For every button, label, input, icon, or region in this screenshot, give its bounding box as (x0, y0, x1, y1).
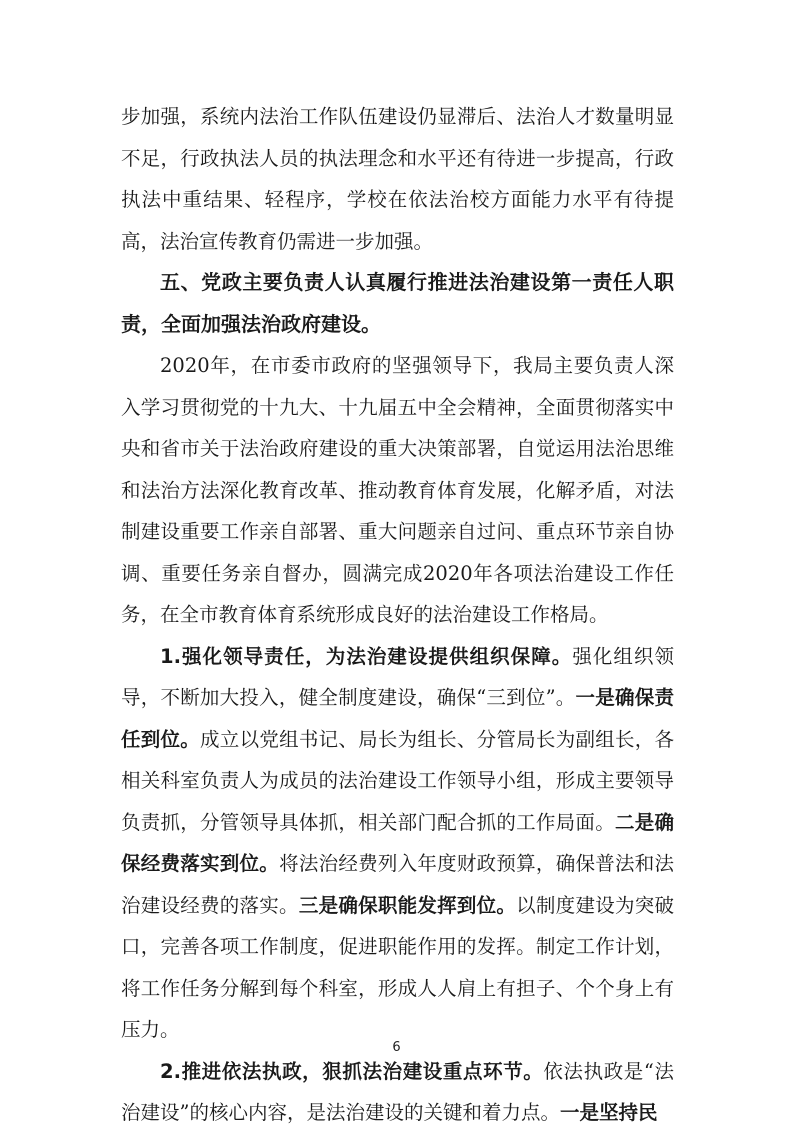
paragraph-3-text-c: 将法治经费列入年度财政预算，确保普法和法治建设经费的落实。 (121, 852, 674, 917)
paragraph-3-point-2: 二是确保经费落实到位。 (121, 810, 674, 875)
paragraph-4-text-a: 依法执政是“法治建设”的核心内容，是法治建设的关键和着力点。 (121, 1059, 674, 1124)
paragraph-4-lead: 2.推进依法执政，狠抓法治建设重点环节。 (160, 1059, 544, 1083)
paragraph-3 (121, 636, 674, 1051)
page-number: 6 (392, 1040, 401, 1055)
section-heading-5: 五、党政主要负责人认真履行推进法治建设第一责任人职责，全面加强法治政府建设。 (121, 270, 674, 336)
paragraph-3-point-3: 三是确保职能发挥到位。 (298, 893, 517, 917)
paragraph-2: 2020年，在市委市政府的坚强领导下，我局主要负责人深入学习贯彻党的十九大、十九届五中全会精神，全面贯彻落实中央和省市关于法治政府建设的重大决策部署，自觉运用法治思维和法治方法深化教育改革、推动教育体育发展，化解矛盾，对法制建设重要工作亲自部署、重大问题亲自过问、重点环节亲自协调、重要任务亲自督办，圆满完成2020年各项法治建设工作任务，在全市教育体育系统形成良好的法治建设工作格局。 (121, 354, 674, 626)
paragraph-4 (121, 1051, 674, 1134)
paragraph-3-text-a: 强化组织领导，不断加大投入，健全制度建设，确保“三到位”。 (121, 644, 674, 709)
paragraph-3-point-1: 一是确保责任到位。 (121, 686, 674, 751)
paragraph-3-text-d: 以制度建设为突破口，完善各项工作制度，促进职能作用的发挥。制定工作计划，将工作任务分解到每个科室，形成人人肩上有担子、个个身上有压力。 (121, 893, 674, 1041)
body-text (121, 96, 674, 1134)
paragraph-3-text-b: 成立以党组书记、局长为组长、分管局长为副组长，各相关科室负责人为成员的法治建设工作领导小组，形成主要领导负责抓，分管领导具体抓，相关部门配合抓的工作局面。 (121, 727, 674, 834)
paragraph-3-lead: 1.强化领导责任，为法治建设提供组织保障。 (160, 644, 573, 668)
paragraph-4-point-1: 一是坚持民 (559, 1101, 658, 1124)
paragraph-1: 步加强，系统内法治工作队伍建设仍显滞后、法治人才数量明显不足，行政执法人员的执法理念和水平还有待进一步提高，行政执法中重结果、轻程序，学校在依法治校方面能力水平有待提高，法治宣传教育仍需进一步加强。 (121, 105, 674, 253)
